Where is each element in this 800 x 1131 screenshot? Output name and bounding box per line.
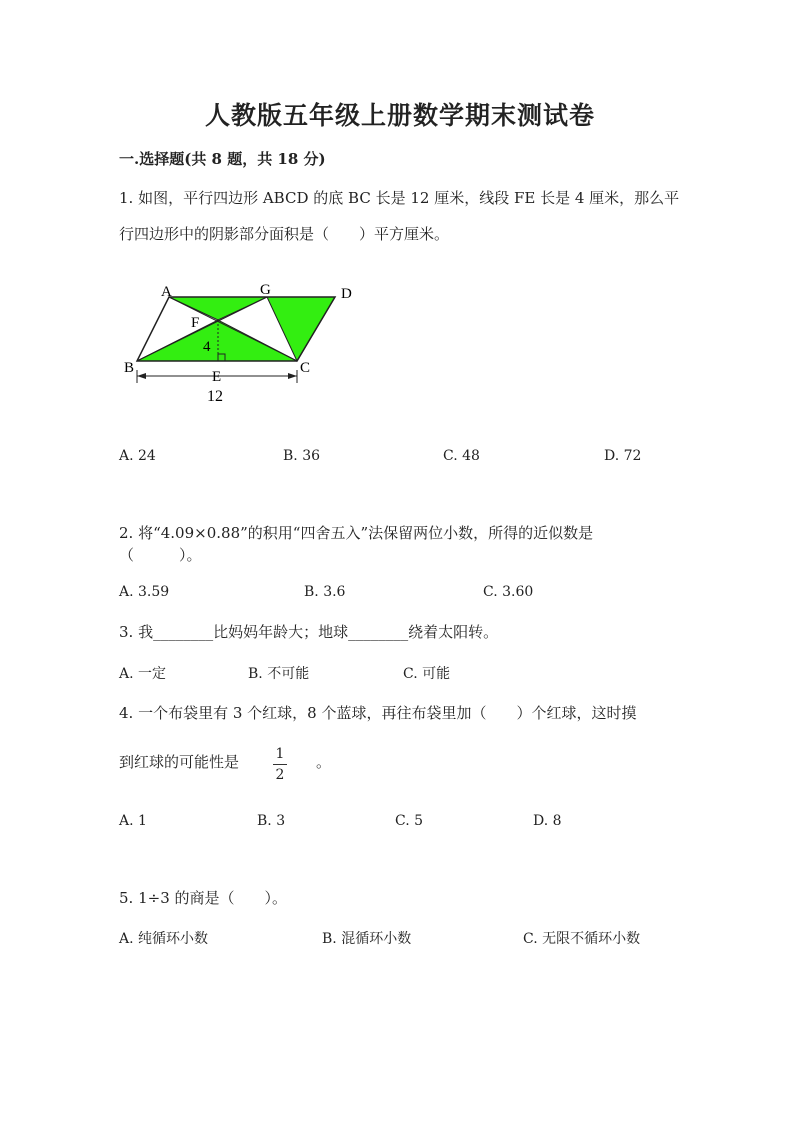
- q4-option-a[interactable]: A. 1: [119, 813, 147, 829]
- q5-option-a[interactable]: A. 纯循环小数: [119, 931, 209, 947]
- q1-option-c[interactable]: C. 48: [443, 448, 480, 464]
- fraction-one-half: [270, 745, 290, 784]
- q4-line1: 4. 一个布袋里有 3 个红球，8 个蓝球，再往布袋里加（ ）个红球，这时摸: [119, 704, 637, 722]
- label-d: D: [341, 286, 352, 302]
- label-e: E: [212, 369, 222, 385]
- q1-option-b[interactable]: B. 36: [283, 448, 321, 464]
- q4-option-d[interactable]: D. 8: [533, 813, 562, 829]
- section-heading: 一.选择题(共 8 题，共 18 分): [119, 150, 326, 168]
- label-a: A: [161, 284, 172, 300]
- q5-line1: 5. 1÷3 的商是（ ）。: [119, 889, 288, 907]
- q1-line1: 1. 如图，平行四边形 ABCD 的底 BC 长是 12 厘米，线段 FE 长是 4 厘米，那么平: [119, 189, 680, 207]
- shaded-triangle-bottom: [137, 320, 297, 361]
- q4-line2: 到红球的可能性是: [119, 753, 240, 771]
- label-c: C: [300, 360, 311, 376]
- q1-option-d[interactable]: D. 72: [604, 448, 642, 464]
- q1-option-a[interactable]: A. 24: [119, 448, 156, 464]
- shaded-triangle-top: [169, 297, 267, 320]
- q2-option-b[interactable]: B. 3.6: [304, 584, 346, 600]
- label-f: F: [191, 315, 200, 331]
- q2-line1: 2. 将“4.09×0.88”的积用“四舍五入”法保留两位小数，所得的近似数是: [119, 524, 594, 542]
- label-four: 4: [203, 339, 211, 355]
- q3-option-b[interactable]: B. 不可能: [248, 666, 310, 682]
- q5-option-b[interactable]: B. 混循环小数: [322, 931, 412, 947]
- q3-option-c[interactable]: C. 可能: [403, 666, 451, 682]
- arrow-left: [137, 373, 146, 379]
- arrow-right: [288, 373, 297, 379]
- fraction-denominator: 2: [275, 767, 285, 783]
- q5-option-c[interactable]: C. 无限不循环小数: [523, 931, 641, 947]
- q3-line1: 3. 我________比妈妈年龄大；地球________绕着太阳转。: [119, 623, 499, 641]
- q2-option-a[interactable]: A. 3.59: [119, 584, 170, 600]
- fraction-bar: [273, 764, 287, 765]
- parallelogram-figure: [110, 270, 370, 410]
- label-twelve: 12: [207, 388, 223, 405]
- q4-option-c[interactable]: C. 5: [395, 813, 424, 829]
- q2-option-c[interactable]: C. 3.60: [483, 584, 534, 600]
- q4-option-b[interactable]: B. 3: [257, 813, 286, 829]
- q4-line2-end: 。: [316, 753, 332, 771]
- label-g: G: [260, 282, 271, 298]
- q2-line2: （ ）。: [119, 546, 202, 564]
- page-title: 人教版五年级上册数学期末测试卷: [204, 101, 595, 130]
- q3-option-a[interactable]: A. 一定: [119, 666, 167, 682]
- q1-line2: 行四边形中的阴影部分面积是（ ）平方厘米。: [119, 225, 450, 243]
- fraction-numerator: 1: [275, 746, 285, 762]
- label-b: B: [124, 360, 135, 376]
